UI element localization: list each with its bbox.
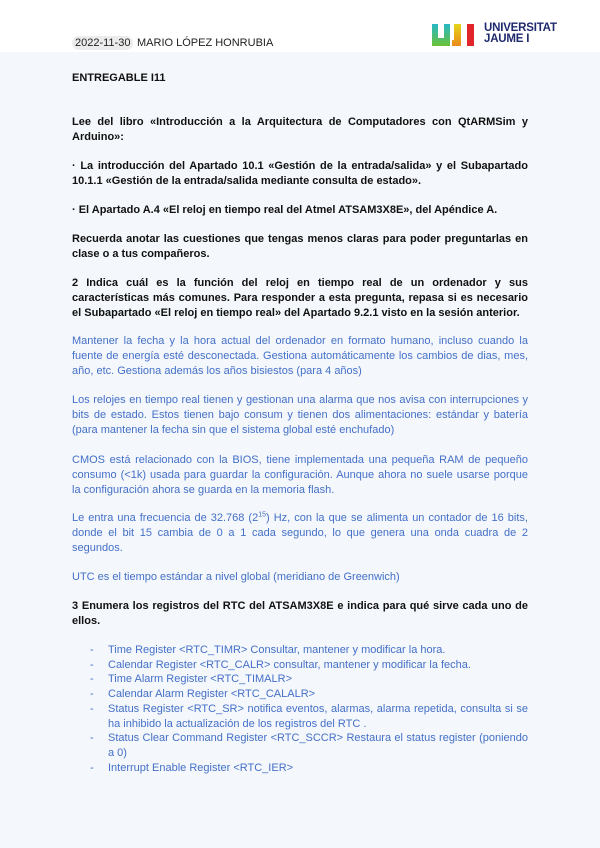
freq-text: ) Hz, con la que se alimenta un contador de 16 bits, donde el bit 15 cambia de 0 a 1 cada segundo, lo que genera una onda cuadra de 2 segundos. xyxy=(72,512,528,554)
question-3: 3 Enumera los registros del RTC del ATSAM3X8E e indica para qué sirve cada uno de ellos. xyxy=(72,600,528,627)
question-2: 2 Indica cuál es la función del reloj en tiempo real de un ordenador y sus características más comunes. Para responder a esta pregunta, repasa si es necesario el Subapartado «El reloj en tiempo real» del Apartado 9.2.1 visto en la sesión anterior. xyxy=(72,277,528,319)
intro-paragraph: Recuerda anotar las cuestiones que tengas menos claras para poder preguntarlas en clase o a tus compañeros. xyxy=(72,233,528,260)
answer-paragraph: UTC es el tiempo estándar a nivel global (meridiano de Greenwich) xyxy=(72,571,400,583)
answer-paragraph: CMOS está relacionado con la BIOS, tiene implementada una pequeña RAM de pequeño consumo (<1k) usada para guardar la configuración. Aunque ahora no suele usarse porque la configuración ahora se guarda en la memoria flash. xyxy=(72,454,528,496)
logo-line-1: UNIVERSITAT xyxy=(484,22,557,34)
document-title: ENTREGABLE I11 xyxy=(72,72,166,84)
logo-line-2: JAUME I xyxy=(484,33,530,45)
freq-exponent: 15 xyxy=(258,511,267,519)
freq-text: Le entra una frecuencia de 32.768 (2 xyxy=(72,512,259,524)
author-name: MARIO LÓPEZ HONRUBIA xyxy=(137,37,274,49)
date-badge: 2022-11-30 xyxy=(72,36,133,50)
list-item: - Time Alarm Register <RTC_TIMALR> xyxy=(72,672,528,687)
logo-text xyxy=(484,23,557,45)
list-item: - Calendar Alarm Register <RTC_CALALR> xyxy=(72,687,528,702)
page-header xyxy=(0,0,600,52)
intro-paragraph: · El Apartado A.4 «El reloj en tiempo real del Atmel ATSAM3X8E», del Apéndice A. xyxy=(72,204,498,216)
intro-paragraph: Lee del libro «Introducción a la Arquitectura de Computadores con QtARMSim y Arduino»: xyxy=(72,116,528,143)
list-item: - Status Clear Command Register <RTC_SCCR> Restaura el status register (poniendo a 0) xyxy=(72,731,528,760)
answer-paragraph: Mantener la fecha y la hora actual del ordenador en formato humano, incluso cuando la fuente de energía esté desconectada. Gestiona automáticamente los cambios de dias, mes, año, etc. Gestiona además los años bisiestos (para 4 años) xyxy=(72,335,528,377)
list-item: - Status Register <RTC_SR> notifica eventos, alarmas, alarma repetida, consulta si se ha inhibido la actualización de los registros del RTC . xyxy=(72,702,528,731)
university-logo xyxy=(432,22,557,46)
answer-paragraph: Los relojes en tiempo real tienen y gestionan una alarma que nos avisa con interrupciones y bits de estado. Estos tienen bajo consum y tienen dos alimentaciones: estándar y batería (para mantener la fecha sin que el sistema global esté enchufado) xyxy=(72,394,528,436)
list-item: - Interrupt Enable Register <RTC_IER> xyxy=(72,761,528,776)
uji-logo-icon xyxy=(432,22,478,46)
list-item: - Calendar Register <RTC_CALR> consultar, mantener y modificar la fecha. xyxy=(72,658,528,673)
list-item: - Time Register <RTC_TIMR> Consultar, mantener y modificar la hora. xyxy=(72,643,528,658)
register-list xyxy=(72,643,528,775)
intro-paragraph: · La introducción del Apartado 10.1 «Gestión de la entrada/salida» y el Subapartado 10.1.1 «Gestión de la entrada/salida mediante consulta de estado». xyxy=(72,160,528,187)
answer-paragraph-frequency xyxy=(72,511,528,556)
